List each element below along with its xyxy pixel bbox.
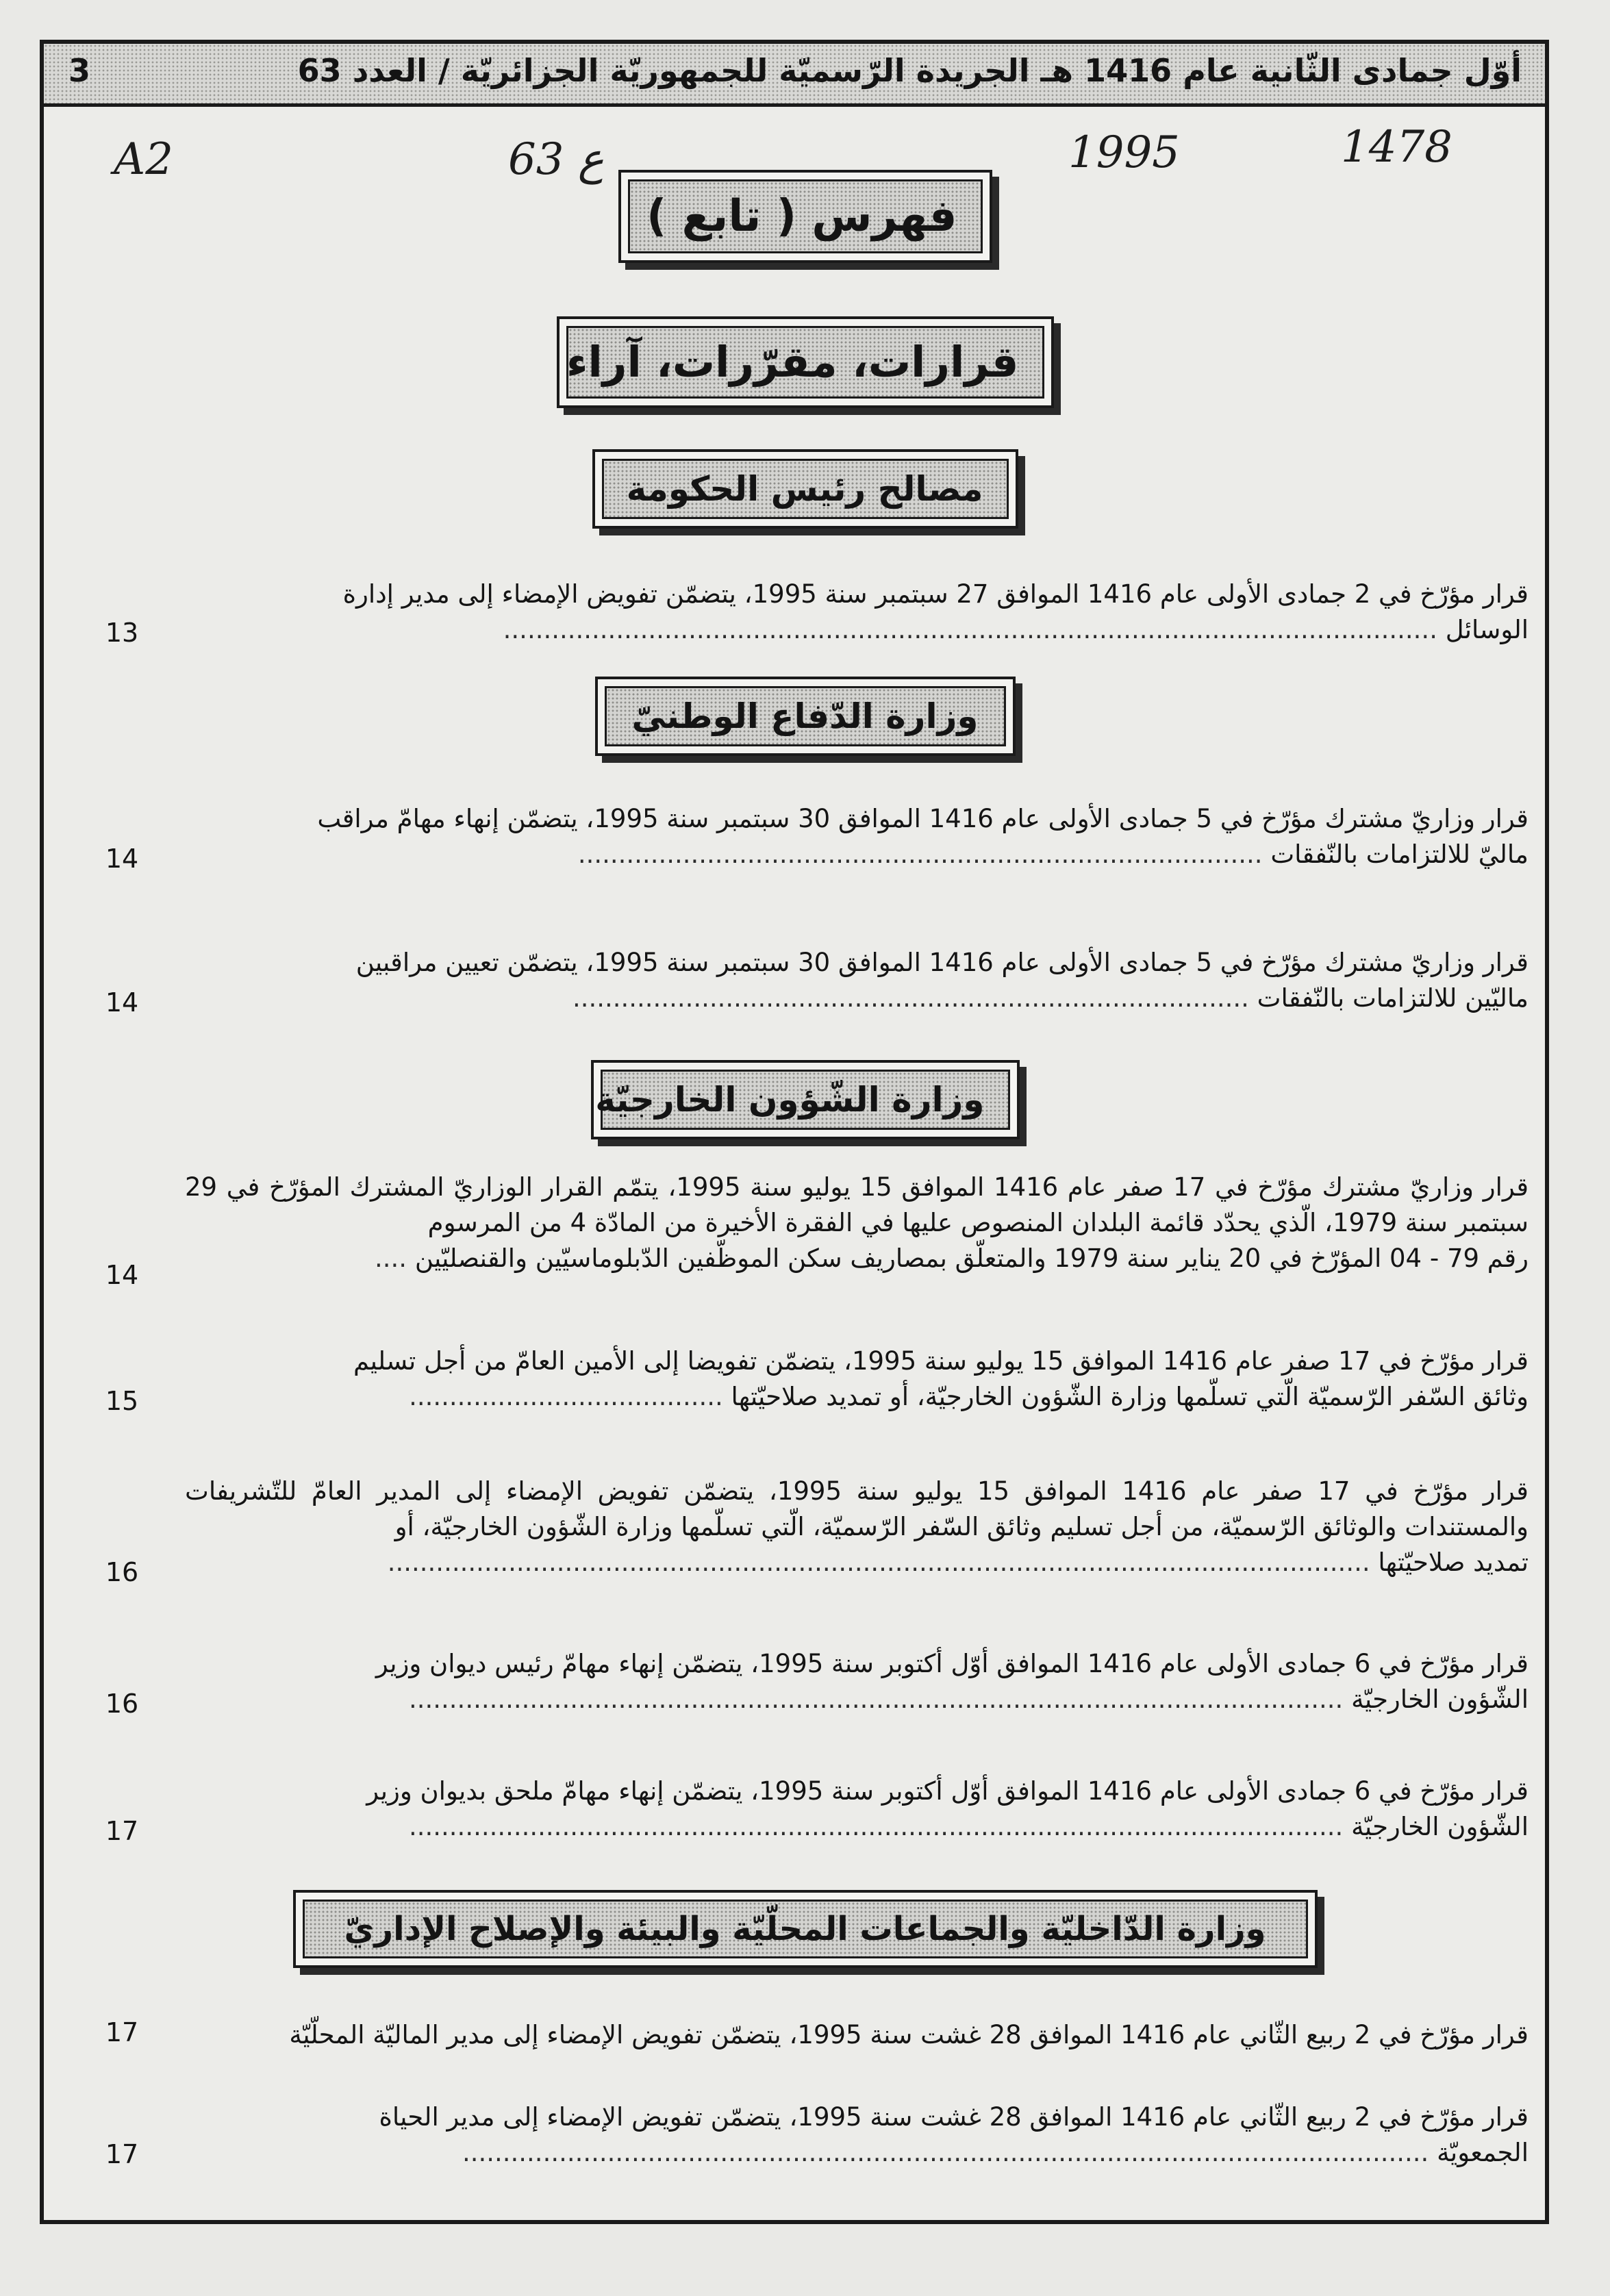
- list-item: قرار وزاريّ مشترك مؤرّخ في 5 جمادى الأولى عام 1416 الموافق 30 سبتمبر سنة 1995، يتضمّن تعيين مراقبين ماليّين للالتزامات بالنّفقات ....................................................................................: [355, 948, 1529, 1013]
- entry-text: قرار مؤرّخ في 2 ربيع الثّاني عام 1416 الموافق 28 غشت سنة 1995، يتضمّن تفويض الإمضاء إلى مدير الحياة: [379, 2102, 1529, 2132]
- entry-text-end: الوسائل: [1445, 615, 1529, 644]
- interior-section-box: [293, 1890, 1318, 1968]
- list-item: قرار وزاريّ مشترك مؤرّخ في 17 صفر عام 1416 الموافق 15 يوليو سنة 1995، يتمّم القرار الوزاريّ المشترك المؤرّخ في 29 سبتمبر سنة 1979، الّذي يحدّد قائمة البلدان المنصوص عليها في الفقرة الأخيرة من المادّة 4 من المرسوم رقم 79 - 04 المؤرّخ في 20 يناير سنة 1979 والمتعلّق بمصاريف سكن الموظّفين الدّبلوماسيّين والقنصليّين ....: [185, 1172, 1529, 1273]
- entry-page-number: 17: [105, 2017, 139, 2047]
- interior-section-title: وزارة الدّاخليّة والجماعات المحلّيّة والبيئة والإصلاح الإداريّ: [303, 1900, 1308, 1958]
- entry-page-number: 16: [105, 1557, 139, 1587]
- entry-text: قرار مؤرّخ في 17 صفر عام 1416 الموافق 15 يوليو سنة 1995، يتضمّن تفويض الإمضاء إلى المدير العامّ للتّشريفات والمستندات والوثائق الرّسميّة، من أجل تسليم وثائق السّفر الرّسميّة، الّتي تسلّمها وزارة الشّؤون الخارجيّة، أو: [185, 1476, 1529, 1541]
- entry-text: قرار وزاريّ مشترك مؤرّخ في 5 جمادى الأولى عام 1416 الموافق 30 سبتمبر سنة 1995، يتضمّن تعيين مراقبين: [355, 948, 1529, 977]
- entry-text-end: تمديد صلاحيّتها: [1378, 1548, 1529, 1577]
- defense-section-title: وزارة الدّفاع الوطنيّ: [605, 686, 1006, 746]
- entry-text-end: ماليّ للالتزامات بالنّفقات: [1270, 840, 1529, 869]
- entry-text-end: قرار مؤرّخ في 2 ربيع الثّاني عام 1416 الموافق 28 غشت سنة 1995، يتضمّن تفويض الإمضاء إلى مدير الماليّة المحلّيّة: [289, 2020, 1529, 2049]
- entry-text: قرار مؤرّخ في 17 صفر عام 1416 الموافق 15 يوليو سنة 1995، يتضمّن تفويضا إلى الأمين العامّ من أجل تسليم: [353, 1346, 1529, 1376]
- entry-page-number: 14: [105, 844, 139, 874]
- entry-text-end: رقم 79 - 04 المؤرّخ في 20 يناير سنة 1979 والمتعلّق بمصاريف سكن الموظّفين الدّبلوماسيّين والقنصليّين: [414, 1244, 1529, 1273]
- running-header: [44, 44, 1545, 107]
- foreign-section-title: وزارة الشّؤون الخارجيّة: [601, 1070, 1010, 1130]
- entry-text-end: ماليّين للالتزامات بالنّفقات: [1257, 983, 1529, 1013]
- list-item: قرار مؤرّخ في 2 جمادى الأولى عام 1416 الموافق 27 سبتمبر سنة 1995، يتضمّن تفويض الإمضاء إلى مدير إدارة الوسائل ....................................................................................................................: [342, 579, 1529, 644]
- entry-page-number: 13: [105, 618, 139, 648]
- entry-text: قرار مؤرّخ في 6 جمادى الأولى عام 1416 الموافق أوّل أكتوبر سنة 1995، يتضمّن إنهاء مهامّ ملحق بديوان وزير: [366, 1776, 1529, 1806]
- header-page-number: 3: [68, 52, 91, 89]
- list-item: قرار مؤرّخ في 2 ربيع الثّاني عام 1416 الموافق 28 غشت سنة 1995، يتضمّن تفويض الإمضاء إلى مدير الحياة الجمعويّة ........................................................................................................................: [379, 2102, 1529, 2167]
- handwritten-mark-issue: 63 ع: [508, 134, 604, 185]
- gov-section-title: مصالح رئيس الحكومة: [602, 459, 1009, 519]
- list-item: قرار مؤرّخ في 17 صفر عام 1416 الموافق 15 يوليو سنة 1995، يتضمّن تفويض الإمضاء إلى المدير العامّ للتّشريفات والمستندات والوثائق الرّسميّة، من أجل تسليم وثائق السّفر الرّسميّة، الّتي تسلّمها وزارة الشّؤون الخارجيّة، أو تمديد صلاحيّتها ..........................................................................................................................: [185, 1476, 1529, 1577]
- entry-text: قرار مؤرّخ في 2 جمادى الأولى عام 1416 الموافق 27 سبتمبر سنة 1995، يتضمّن تفويض الإمضاء إلى مدير إدارة: [342, 579, 1529, 609]
- list-item: قرار وزاريّ مشترك مؤرّخ في 5 جمادى الأولى عام 1416 الموافق 30 سبتمبر سنة 1995، يتضمّن إنهاء مهامّ مراقب ماليّ للالتزامات بالنّفقات .....................................................................................: [317, 804, 1529, 869]
- entry-text: قرار وزاريّ مشترك مؤرّخ في 5 جمادى الأولى عام 1416 الموافق 30 سبتمبر سنة 1995، يتضمّن إنهاء مهامّ مراقب: [317, 804, 1529, 833]
- entry-page-number: 14: [105, 987, 139, 1018]
- handwritten-mark-a2: A2: [114, 134, 173, 185]
- index-title: فهرس ( تابع ): [628, 179, 983, 253]
- entry-text-end: وثائق السّفر الرّسميّة الّتي تسلّمها وزارة الشّؤون الخارجيّة، أو تمديد صلاحيّتها: [731, 1382, 1529, 1411]
- entry-text-end: الشّؤون الخارجيّة: [1351, 1812, 1529, 1841]
- foreign-section-box: [591, 1060, 1020, 1139]
- index-title-box: [618, 170, 992, 263]
- list-item: قرار مؤرّخ في 6 جمادى الأولى عام 1416 الموافق أوّل أكتوبر سنة 1995، يتضمّن إنهاء مهامّ رئيس ديوان وزير الشّؤون الخارجيّة ....................................................................................................................: [375, 1649, 1529, 1714]
- list-item: [185, 2017, 1529, 2053]
- entry-text: قرار مؤرّخ في 6 جمادى الأولى عام 1416 الموافق أوّل أكتوبر سنة 1995، يتضمّن إنهاء مهامّ رئيس ديوان وزير: [375, 1649, 1529, 1678]
- entry-page-number: 14: [105, 1260, 139, 1290]
- entry-page-number: 17: [105, 2139, 139, 2169]
- list-item: قرار مؤرّخ في 17 صفر عام 1416 الموافق 15 يوليو سنة 1995، يتضمّن تفويضا إلى الأمين العامّ من أجل تسليم وثائق السّفر الرّسميّة الّتي تسلّمها وزارة الشّؤون الخارجيّة، أو تمديد صلاحيّتها .......................................: [353, 1346, 1529, 1411]
- entry-page-number: 15: [105, 1386, 139, 1416]
- entry-page-number: 16: [105, 1689, 139, 1719]
- handwritten-mark-year: 1995: [1068, 127, 1180, 178]
- defense-section-box: [595, 677, 1016, 756]
- handwritten-mark-number: 1478: [1341, 122, 1452, 173]
- entry-text-end: الجمعويّة: [1437, 2138, 1529, 2167]
- list-item: قرار مؤرّخ في 6 جمادى الأولى عام 1416 الموافق أوّل أكتوبر سنة 1995، يتضمّن إنهاء مهامّ ملحق بديوان وزير الشّؤون الخارجيّة ....................................................................................................................: [366, 1776, 1529, 1841]
- decisions-title: قرارات، مقرّرات، آراء: [566, 326, 1044, 399]
- entry-text: قرار وزاريّ مشترك مؤرّخ في 17 صفر عام 1416 الموافق 15 يوليو سنة 1995، يتمّم القرار الوزاريّ المشترك المؤرّخ في 29 سبتمبر سنة 1979، الّذي يحدّد قائمة البلدان المنصوص عليها في الفقرة الأخيرة من المادّة 4 من المرسوم: [185, 1172, 1529, 1237]
- entry-text-end: الشّؤون الخارجيّة: [1351, 1685, 1529, 1714]
- decisions-title-box: [557, 316, 1054, 408]
- header-title: أوّل جمادى الثّانية عام 1416 هـ الجريدة الرّسميّة للجمهوريّة الجزائريّة / العدد 63: [297, 52, 1522, 89]
- entry-page-number: 17: [105, 1816, 139, 1846]
- gov-section-box: [592, 449, 1018, 529]
